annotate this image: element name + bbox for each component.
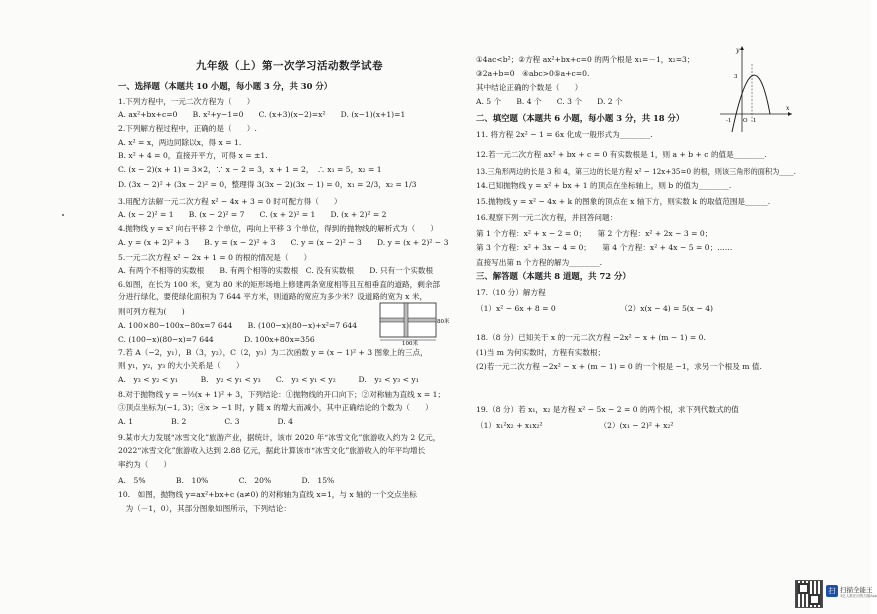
x-axis-label: x [786, 105, 790, 112]
text-line: 则可列方程为( ) [118, 307, 185, 316]
text-line: （1）x² − 6x + 8 = 0 （2）x(x − 4) = 5(x − 4) [476, 304, 714, 313]
text-line: 12.若一元二次方程 ax² + bx + c = 0 有实数根是 1，则 a + b + c 的值是________. [476, 150, 767, 159]
text-line: 7.若 A（−2，y₁），B（3，y₂），C（2，y₃）为二次函数 y = (x − 1)² + 3 图象上的三点， [118, 348, 428, 357]
text-line: A. ax²+bx+c=0 B. x²+y−1=0 C. (x+3)(x−2)=x² D. (x−1)(x+1)=1 [118, 110, 406, 119]
text-line: A. y₃ < y₂ < y₁ B. y₂ < y₁ < y₃ C. y₃ < y₁ < y₂ D. y₂ < y₃ < y₁ [118, 375, 419, 384]
text-line: 18.（8 分）已知关于 x 的一元二次方程 −2x² − x + (m − 1) = 0. [476, 333, 706, 342]
text-line: 为（－1，0），其部分图象如图所示，下列结论： [118, 504, 291, 513]
road-height-label: 80米 [437, 319, 450, 325]
section-heading: 三、解答题（本题共 8 道题，共 72 分） [476, 271, 631, 281]
text-line: B. x² + 4 = 0，直接开平方，可得 x = ±1. [118, 151, 268, 160]
text-line: C. (x − 2)(x + 1) = 3×2，∵ x − 2 = 3，x + 1 = 2， ∴ x₁ = 5，x₂ = 1 [118, 165, 382, 174]
text-line: A. x² = x，两边同除以x，得 x = 1. [118, 138, 242, 147]
scanner-name: 扫描全能王 [840, 586, 873, 594]
text-line: ③2a+b=0 ④abc>0⑤a+c=0. [476, 69, 590, 78]
text-line: 9.某市大力发展“冰雪文化”旅游产业，据统计，该市 2020 年“冰雪文化”旅游收入约为 2 亿元， [118, 433, 441, 442]
text-line: (2)若一元二次方程 −2x² − x + (m − 1) = 0 的一个根是 −1，求另一个根及 m 值. [476, 362, 762, 371]
y-axis-label: y [736, 47, 740, 54]
text-line: 其中结论正确的个数是（ ） [476, 83, 583, 92]
text-line: 直接写出第 n 个方程的解为________. [476, 258, 603, 267]
road-width-label: 100米 [402, 341, 418, 347]
text-line: 8.对于抛物线 y = −½(x + 1)² + 3，下列结论：①抛物线的开口向下；②对称轴为直线 x = 1； [118, 390, 446, 399]
section-heading: 二、填空题（本题共 6 小题，每小题 3 分，共 18 分） [476, 113, 685, 123]
text-line: 5.一元二次方程 x² − 2x + 1 = 0 的根的情况是（ ） [118, 253, 312, 262]
section-heading: 一、选择题（本题共 10 小题，每小题 3 分，共 30 分） [118, 81, 333, 91]
scanner-watermark [826, 584, 877, 604]
text-line: 则 y₁，y₂，y₃ 的大小关系是（ ） [118, 361, 244, 370]
text-line: 第 3 个方程：x² + 3x − 4 = 0； 第 4 个方程：x² + 4x − 5 = 0；…… [476, 243, 733, 252]
text-line: 10. 如图，抛物线 y=ax²+bx+c (a≠0) 的对称轴为直线 x=1，与 x 轴的一个交点坐标 [118, 490, 417, 499]
text-line: 16.观察下列一元二次方程，并回答问题： [476, 213, 618, 222]
x-neg-label: -1 [726, 118, 732, 124]
text-line: （1）x₁²x₂ + x₁x₂² （2）(x₁ − 2)² + x₂² [476, 421, 674, 430]
road-field-figure [378, 301, 448, 345]
margin-dot [62, 214, 64, 216]
text-line: 13.三角形两边的长是 3 和 4，第三边的长是方程 x² − 12x+35=0 的根，则该三角形的面积为____. [476, 167, 796, 176]
text-line: 15.抛物线 y = x² − 4x + k 的图象的顶点在 x 轴下方，则实数 k 的取值范围是______. [476, 197, 771, 206]
text-line: 第 1 个方程：x² + x − 2 = 0； 第 2 个方程：x² + 2x − 3 = 0； [476, 229, 713, 238]
text-line: 3.用配方法解一元二次方程 x² − 4x + 3 = 0 时可配方得（ ） [118, 197, 342, 206]
text-line: 率约为（ ） [118, 460, 172, 469]
y-mark-label: 3 [734, 74, 738, 80]
text-line: 14.已知抛物线 y = x² + bx + 1 的顶点在坐标轴上，则 b 的值为________. [476, 181, 732, 190]
qr-code [795, 580, 823, 608]
text-line: 6.如图，在长为 100 米，宽为 80 米的矩形场地上修建两条宽度相等且互相垂直的道路，剩余部 [118, 280, 441, 289]
text-line: A. 5 个 B. 4 个 C. 3 个 D. 2 个 [476, 97, 623, 106]
text-line: 4.抛物线 y = x² 向右平移 2 个单位，再向上平移 3 个单位，得到的抛物线的解析式为（ ） [118, 224, 438, 233]
scanner-subtitle: 3亿人都在用的扫描App [840, 594, 877, 598]
text-line: A. 有两个不相等的实数根 B. 有两个相等的实数根 C. 没有实数根 D. 只有一个实数根 [118, 266, 434, 275]
origin-label: O [743, 118, 748, 124]
text-line: (1)当 m 为何实数时，方程有实数根； [476, 348, 606, 357]
text-line: C. (100−x)(80−x)=7 644 D. 100x+80x=356 [118, 335, 315, 344]
text-line: 分进行绿化，要使绿化面积为 7 644 平方米，则道路的宽应为多少米？设道路的宽为 x 米， [118, 292, 428, 301]
text-line: A. y = (x + 2)² + 3 B. y = (x − 2)² + 3 C. y = (x − 2)² − 3 D. y = (x + 2)² − 3 [118, 238, 449, 247]
text-line: ③顶点坐标为(−1, 3)；④x > −1 时，y 随 x 的增大而减小，其中正确结论的个数为（ ） [118, 403, 433, 412]
scanner-icon: 扫 [826, 585, 838, 597]
text-line: 1.下列方程中，一元二次方程为（ ） [118, 97, 255, 106]
text-line: A. 100×80−100x−80x=7 644 B. (100−x)(80−x)+x²=7 644 [118, 321, 358, 330]
text-line: A. (x − 2)² = 1 B. (x − 2)² = 7 C. (x + 2)² = 1 D. (x + 2)² = 2 [118, 210, 387, 219]
text-line: 2022“冰雪文化”旅游收入达到 2.88 亿元，据此计算该市“冰雪文化”旅游收入的年平均增长 [118, 446, 426, 455]
parabola-figure [718, 44, 794, 134]
text-line: A. 5% B. 10% C. 20% D. 15% [118, 476, 335, 485]
text-line: ①4ac<b²；②方程 ax²+bx+c=0 的两个根是 x₁=－1，x₂=3； [476, 55, 695, 64]
text-line: 19.（8 分）若 x₁，x₂ 是方程 x² − 5x − 2 = 0 的两个根，求下列代数式的值 [476, 405, 739, 414]
text-line: A. 1 B. 2 C. 3 D. 4 [118, 417, 293, 426]
text-line: D. (3x − 2)² + (3x − 2)² = 0，整理得 3(3x − 2)(3x − 1) = 0，x₁ = 2/3，x₂ = 1/3 [118, 180, 417, 189]
text-line: 2.下列解方程过程中，正确的是（ ）. [118, 124, 257, 133]
text-line: 11. 将方程 2x² − 1 = 6x 化成一般形式为________. [476, 130, 653, 139]
x-one-label: 1 [753, 118, 757, 124]
exam-title: 九年级（上）第一次学习活动数学试卷 [196, 60, 383, 72]
text-line: 17.（10 分）解方程 [476, 288, 546, 297]
